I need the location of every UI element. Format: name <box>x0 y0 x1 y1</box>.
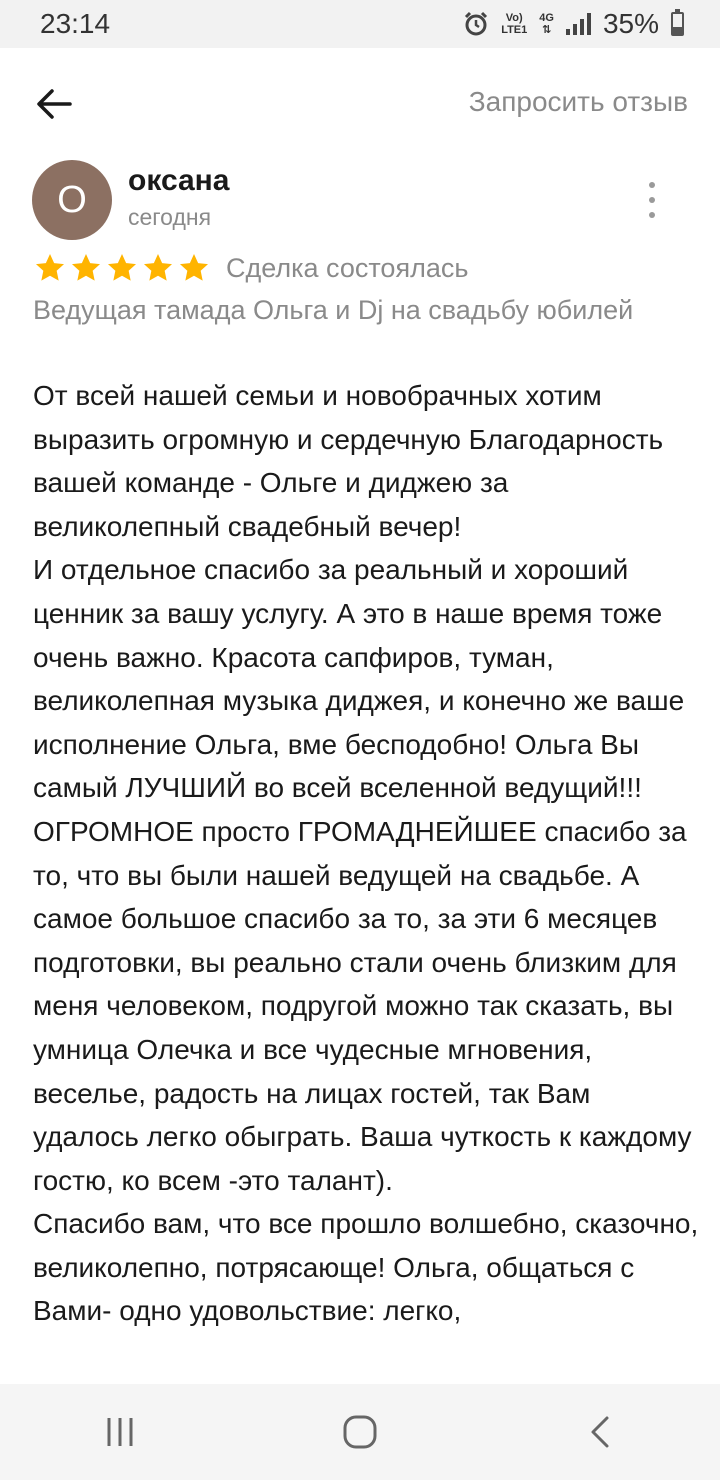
toolbar <box>0 48 720 160</box>
battery-percent: 35% <box>602 8 659 39</box>
request-review-button[interactable]: Запросить отзыв <box>468 86 688 117</box>
system-nav-bar <box>0 1384 720 1480</box>
rating-row <box>34 252 468 284</box>
home-icon[interactable] <box>320 1392 400 1472</box>
rating-stars <box>34 252 210 284</box>
ad-title[interactable]: Ведущая тамада Ольга и Dj на свадьбу юбилей <box>33 295 634 325</box>
signal-icon <box>566 13 591 35</box>
star-icon <box>106 252 138 284</box>
avatar[interactable] <box>32 160 112 240</box>
star-icon <box>34 252 66 284</box>
arrow-left-icon[interactable] <box>34 84 74 124</box>
battery-icon <box>671 12 684 36</box>
review-date: сегодня <box>128 204 212 230</box>
volte-icon <box>501 12 527 36</box>
alarm-icon <box>463 11 489 37</box>
review-text: От всей нашей семьи и новобрачных хотим выразить огромную и сердечную Благодарность вашей команде - Ольге и диджею за великолепный свадебный вечер! И отдельное спасибо за реальный и хороший ценник за вашу услугу. А это в наше время тоже очень важно. Красота сапфиров, туман, великолепная музыка диджея, и конечно же ваше исполнение Ольга, вме бесподобно! Ольга Вы самый ЛУЧШИЙ во всей вселенной ведущий!!! ОГРОМНОЕ просто ГРОМАДНЕЙШЕЕ спасибо за то, что вы были нашей ведущей на свадьбе. А самое большое спасибо за то, за эти 6 месяцев подготовки, вы реально стали очень близким для меня человеком, подругой можно так сказать, вы умница Олечка и все чудесные мгновения, веселье, радость на лицах гостей, так Вам удалось легко обыграть. Ваша чуткость к каждому гостю, ко всем -это талант). Спасибо вам, что все прошло волшебно, сказочно, великолепно, потрясающе! Ольга, общаться с Вами- одно удовольствие: легко, <box>33 380 699 1327</box>
star-icon <box>142 252 174 284</box>
avatar-letter: О <box>57 178 87 221</box>
deal-status: Сделка состоялась <box>226 252 469 283</box>
back-icon[interactable] <box>560 1392 640 1472</box>
network-type-label: 4G <box>539 12 554 24</box>
data-arrows-icon: 4G ⇅ <box>539 12 554 36</box>
recent-apps-icon[interactable] <box>80 1392 160 1472</box>
star-icon <box>70 252 102 284</box>
status-bar <box>0 0 720 48</box>
more-vertical-icon[interactable] <box>636 182 668 218</box>
volte-label: Vo) <box>505 12 523 24</box>
status-time: 23:14 <box>40 8 111 39</box>
author-name[interactable]: оксана <box>128 164 230 197</box>
status-icons <box>463 8 684 40</box>
lte-label: LTE1 <box>501 24 528 36</box>
star-icon <box>178 252 210 284</box>
